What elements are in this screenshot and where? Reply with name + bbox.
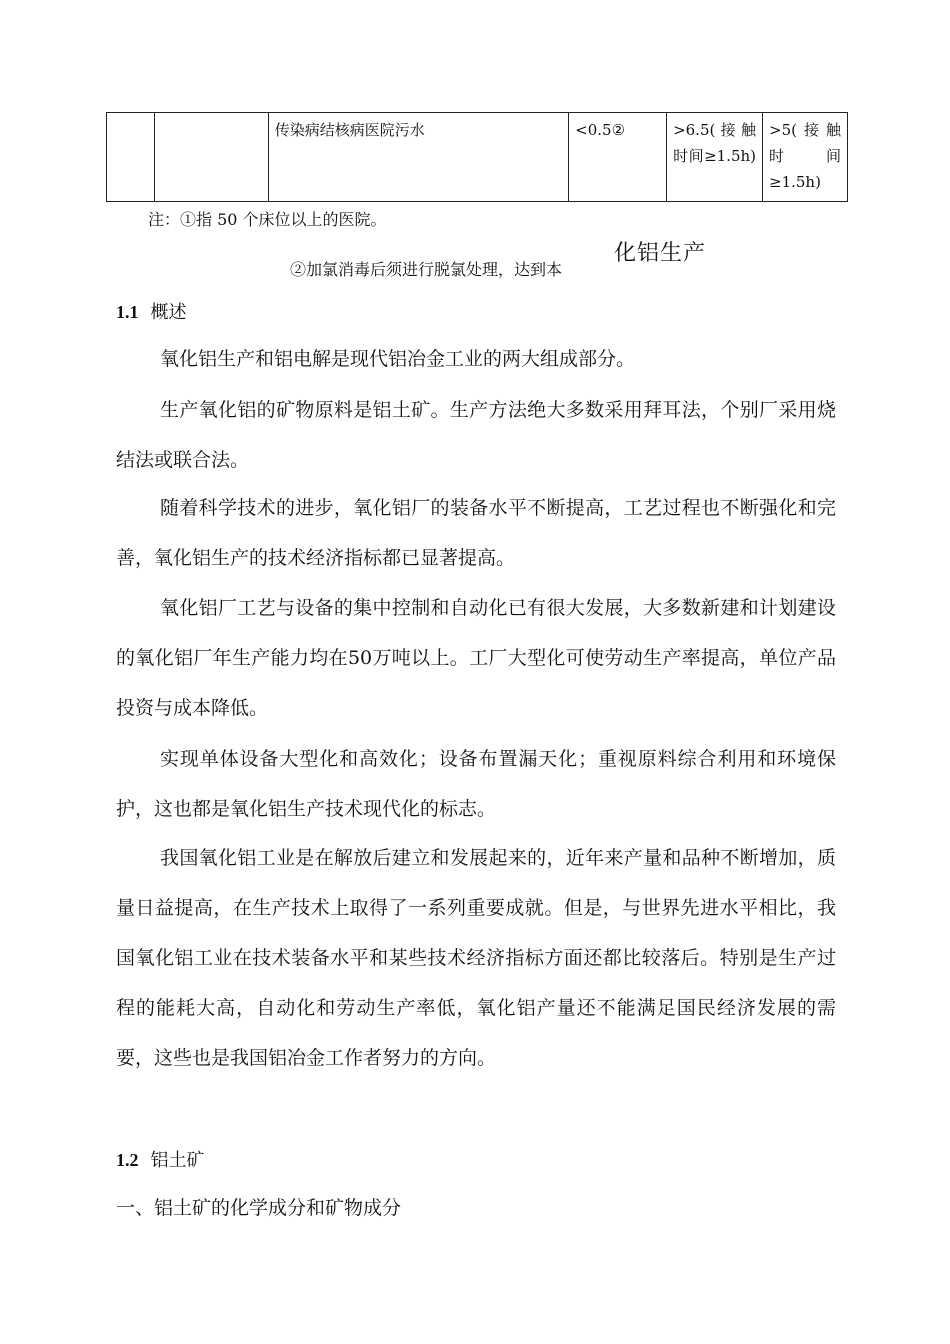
table-note: 注：①指 50 个床位以上的医院。	[148, 210, 387, 229]
subsection-heading: 一、铝土矿的化学成分和矿物成分	[116, 1197, 402, 1219]
section-heading	[116, 298, 187, 324]
table-cell	[154, 113, 268, 202]
table-row	[107, 113, 848, 202]
section-title: 概述	[150, 302, 187, 323]
overlapping-heading-fragment: 化铝生产	[614, 241, 707, 266]
table-cell: <0.5②	[569, 113, 667, 202]
standards-table-fragment	[106, 112, 848, 202]
table-cell: >6.5(接触时间≥1.5h)	[667, 113, 763, 202]
section-number: 1.2	[116, 1150, 139, 1170]
paragraph: 实现单体设备大型化和高效化；设备布置漏天化；重视原料综合利用和环境保护，这也都是氧化铝生产技术现代化的标志。	[116, 748, 836, 820]
section-number: 1.1	[116, 302, 139, 322]
paragraph: 氧化铝生产和铝电解是现代铝冶金工业的两大组成部分。	[160, 348, 636, 370]
table-cell: >5(接触时间≥1.5h)	[763, 113, 848, 202]
section-heading	[116, 1146, 205, 1172]
table-note: ②加氯消毒后须进行脱氯处理，达到本	[290, 260, 563, 279]
table-cell: 传染病结核病医院污水	[268, 113, 568, 202]
paragraph: 随着科学技术的进步，氧化铝厂的装备水平不断提高，工艺过程也不断强化和完善，氧化铝生产的技术经济指标都已显著提高。	[116, 497, 836, 569]
table-cell	[107, 113, 155, 202]
section-title: 铝土矿	[150, 1150, 205, 1171]
paragraph: 我国氧化铝工业是在解放后建立和发展起来的，近年来产量和品种不断增加，质量日益提高，在生产技术上取得了一系列重要成就。但是，与世界先进水平相比，我国氧化铝工业在技术装备水平和某些技术经济指标方面还都比较落后。特别是生产过程的能耗大高，自动化和劳动生产率低，氧化铝产量还不能满足国民经济发展的需要，这些也是我国铝冶金工作者努力的方向。	[116, 847, 836, 1069]
paragraph: 氧化铝厂工艺与设备的集中控制和自动化已有很大发展，大多数新建和计划建设的氧化铝厂年生产能力均在50万吨以上。工厂大型化可使劳动生产率提高，单位产品投资与成本降低。	[116, 597, 836, 719]
paragraph: 生产氧化铝的矿物原料是铝土矿。生产方法绝大多数采用拜耳法，个别厂采用烧结法或联合法。	[116, 399, 836, 471]
